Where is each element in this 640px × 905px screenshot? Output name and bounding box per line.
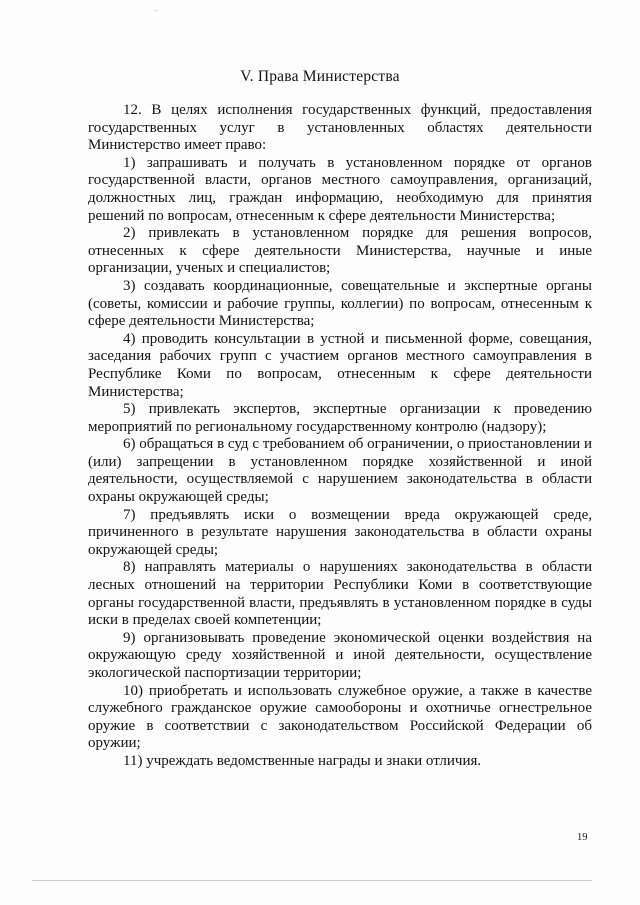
page-number: 19	[577, 832, 588, 843]
list-item-6: 6) обращаться в суд с требованием об ограничении, о приостановлении и (или) запрещении в установленном порядке хозяйственной и иной деятельности, осуществляемой с нарушением законодательства в области охраны окружающей среды;	[88, 436, 592, 506]
list-item-9: 9) организовывать проведение экономической оценки воздействия на окружающую среду хозяйственной и иной деятельности, осуществление экологической паспортизации территории;	[88, 629, 592, 681]
scan-edge-line	[32, 880, 592, 881]
intro-paragraph: 12. В целях исполнения государственных функций, предоставления государственных услуг в установленных областях деятельности Министерство имеет право:	[88, 102, 592, 154]
list-item-8: 8) направлять материалы о нарушениях законодательства в области лесных отношений на территории Республики Коми в соответствующие органы государственной власти, предъявлять в установленном порядке в суды иски в пределах своей компетенции;	[88, 559, 592, 629]
list-item-11: 11) учреждать ведомственные награды и знаки отличия.	[123, 752, 482, 769]
section-title: V. Права Министерства	[240, 68, 400, 85]
list-item-10: 10) приобретать и использовать служебное оружие, а также в качестве служебного гражданское оружие самообороны и охотничье огнестрельное оружие в соответствии с законодательством Российской Федерации об оружии;	[88, 682, 592, 752]
list-item-3: 3) создавать координационные, совещательные и экспертные органы (советы, комиссии и рабочие группы, коллегии) по вопросам, отнесенным к сфере деятельности Министерства;	[88, 277, 592, 330]
scan-speck	[155, 10, 158, 11]
list-item-2: 2) привлекать в установленном порядке для решения вопросов, отнесенных к сфере деятельности Министерства, научные и иные организации, ученых и специалистов;	[88, 225, 592, 277]
list-item-5: 5) привлекать экспертов, экспертные организации к проведению мероприятий по региональному государственному контролю (надзору);	[88, 401, 592, 435]
list-item-4: 4) проводить консультации в устной и письменной форме, совещания, заседания рабочих групп с участием органов местного самоуправления в Республике Коми по вопросам, отнесенным к сфере деятельности Министерства;	[88, 330, 592, 400]
list-item-1: 1) запрашивать и получать в установленном порядке от органов государственной власти, органов местного самоуправления, организаций, должностных лиц, граждан информацию, необходимую для принятия решений по вопросам, отнесенным к сфере деятельности Министерства;	[88, 154, 592, 224]
list-item-7: 7) предъявлять иски о возмещении вреда окружающей среде, причиненного в результате нарушения законодательства в области охраны окружающей среды;	[88, 506, 592, 558]
document-body	[88, 102, 592, 771]
